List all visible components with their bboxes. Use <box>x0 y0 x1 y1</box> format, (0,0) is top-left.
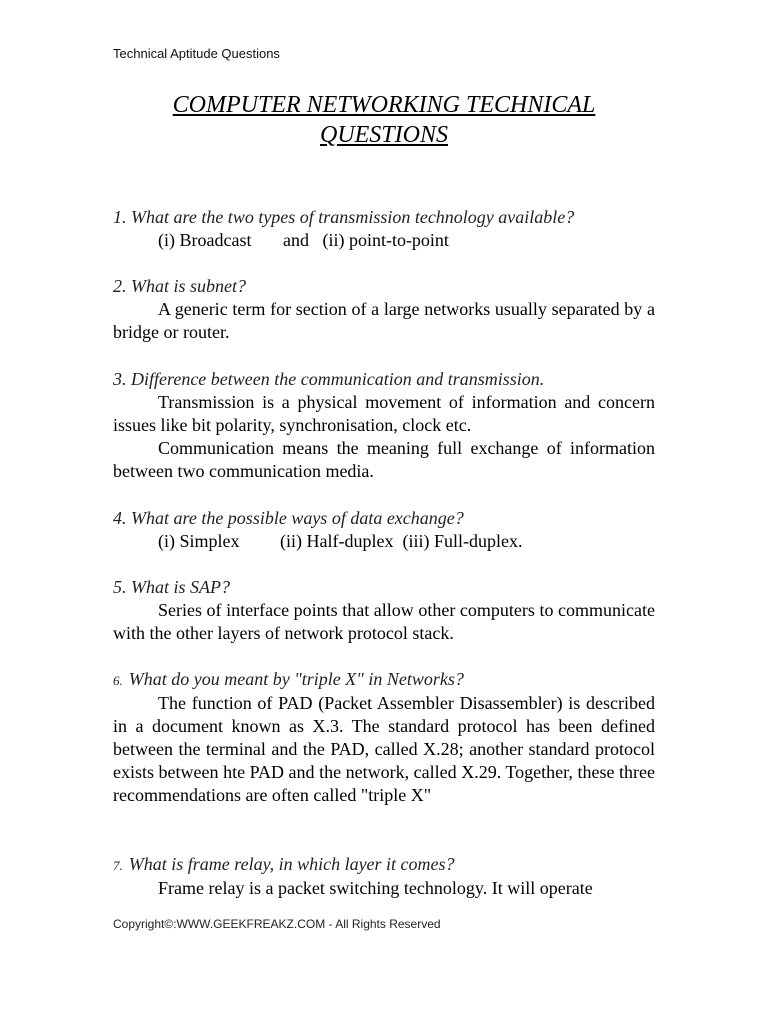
answer-paragraph: Communication means the meaning full exchange of information between two communication media. <box>113 438 655 481</box>
title-line-2: QUESTIONS <box>319 122 448 148</box>
question-block-4 <box>113 507 655 553</box>
question-text: Difference between the communication and transmission. <box>131 369 545 389</box>
question-5 <box>113 576 655 599</box>
answer-paragraph: Frame relay is a packet switching technology. It will operate <box>158 878 593 898</box>
question-6 <box>113 668 655 692</box>
question-text: What is SAP? <box>131 577 230 597</box>
question-2 <box>113 275 655 298</box>
question-number: 3. <box>113 369 127 389</box>
question-number: 6. <box>113 673 123 688</box>
question-text: What are the possible ways of data exchange? <box>131 508 464 528</box>
question-block-7 <box>113 853 655 900</box>
question-3 <box>113 368 655 391</box>
question-block-1 <box>113 206 655 252</box>
question-text: What is frame relay, in which layer it comes? <box>128 854 455 874</box>
question-4 <box>113 507 655 530</box>
question-block-3 <box>113 368 655 483</box>
running-header: Technical Aptitude Questions <box>113 46 280 61</box>
answer-paragraph: Transmission is a physical movement of information and concern issues like bit polarity, synchronisation, clock etc. <box>113 392 655 435</box>
question-7 <box>113 853 655 877</box>
answer-paragraph: Series of interface points that allow other computers to communicate with the other layers of network protocol stack. <box>113 600 655 643</box>
question-number: 5. <box>113 577 127 597</box>
question-number: 7. <box>113 858 123 873</box>
question-number: 1. <box>113 207 127 227</box>
title-line-1: COMPUTER NETWORKING TECHNICAL <box>172 92 596 118</box>
question-text: What is subnet? <box>131 276 246 296</box>
page-title <box>113 90 655 150</box>
question-text: What do you meant by "triple X" in Networks? <box>128 669 464 689</box>
question-block-5 <box>113 576 655 645</box>
copyright-footer: Copyright©:WWW.GEEKFREAKZ.COM - All Rights Reserved <box>113 917 441 931</box>
question-text: What are the two types of transmission technology available? <box>131 207 575 227</box>
answer-paragraph: A generic term for section of a large networks usually separated by a bridge or router. <box>113 299 655 342</box>
answer-paragraph: The function of PAD (Packet Assembler Disassembler) is described in a document known as X.3. The standard protocol has been defined between the terminal and the PAD, called X.28; another standard protocol exists between hte PAD and the network, called X.29. Together, these three recommendations are often called "triple X" <box>113 693 655 805</box>
answer-paragraph: (i) Simplex (ii) Half-duplex (iii) Full-duplex. <box>158 531 523 551</box>
question-block-6 <box>113 668 655 807</box>
answer-paragraph: (i) Broadcast and (ii) point-to-point <box>158 230 449 250</box>
question-number: 4. <box>113 508 127 528</box>
question-1 <box>113 206 655 229</box>
question-number: 2. <box>113 276 127 296</box>
question-block-2 <box>113 275 655 344</box>
